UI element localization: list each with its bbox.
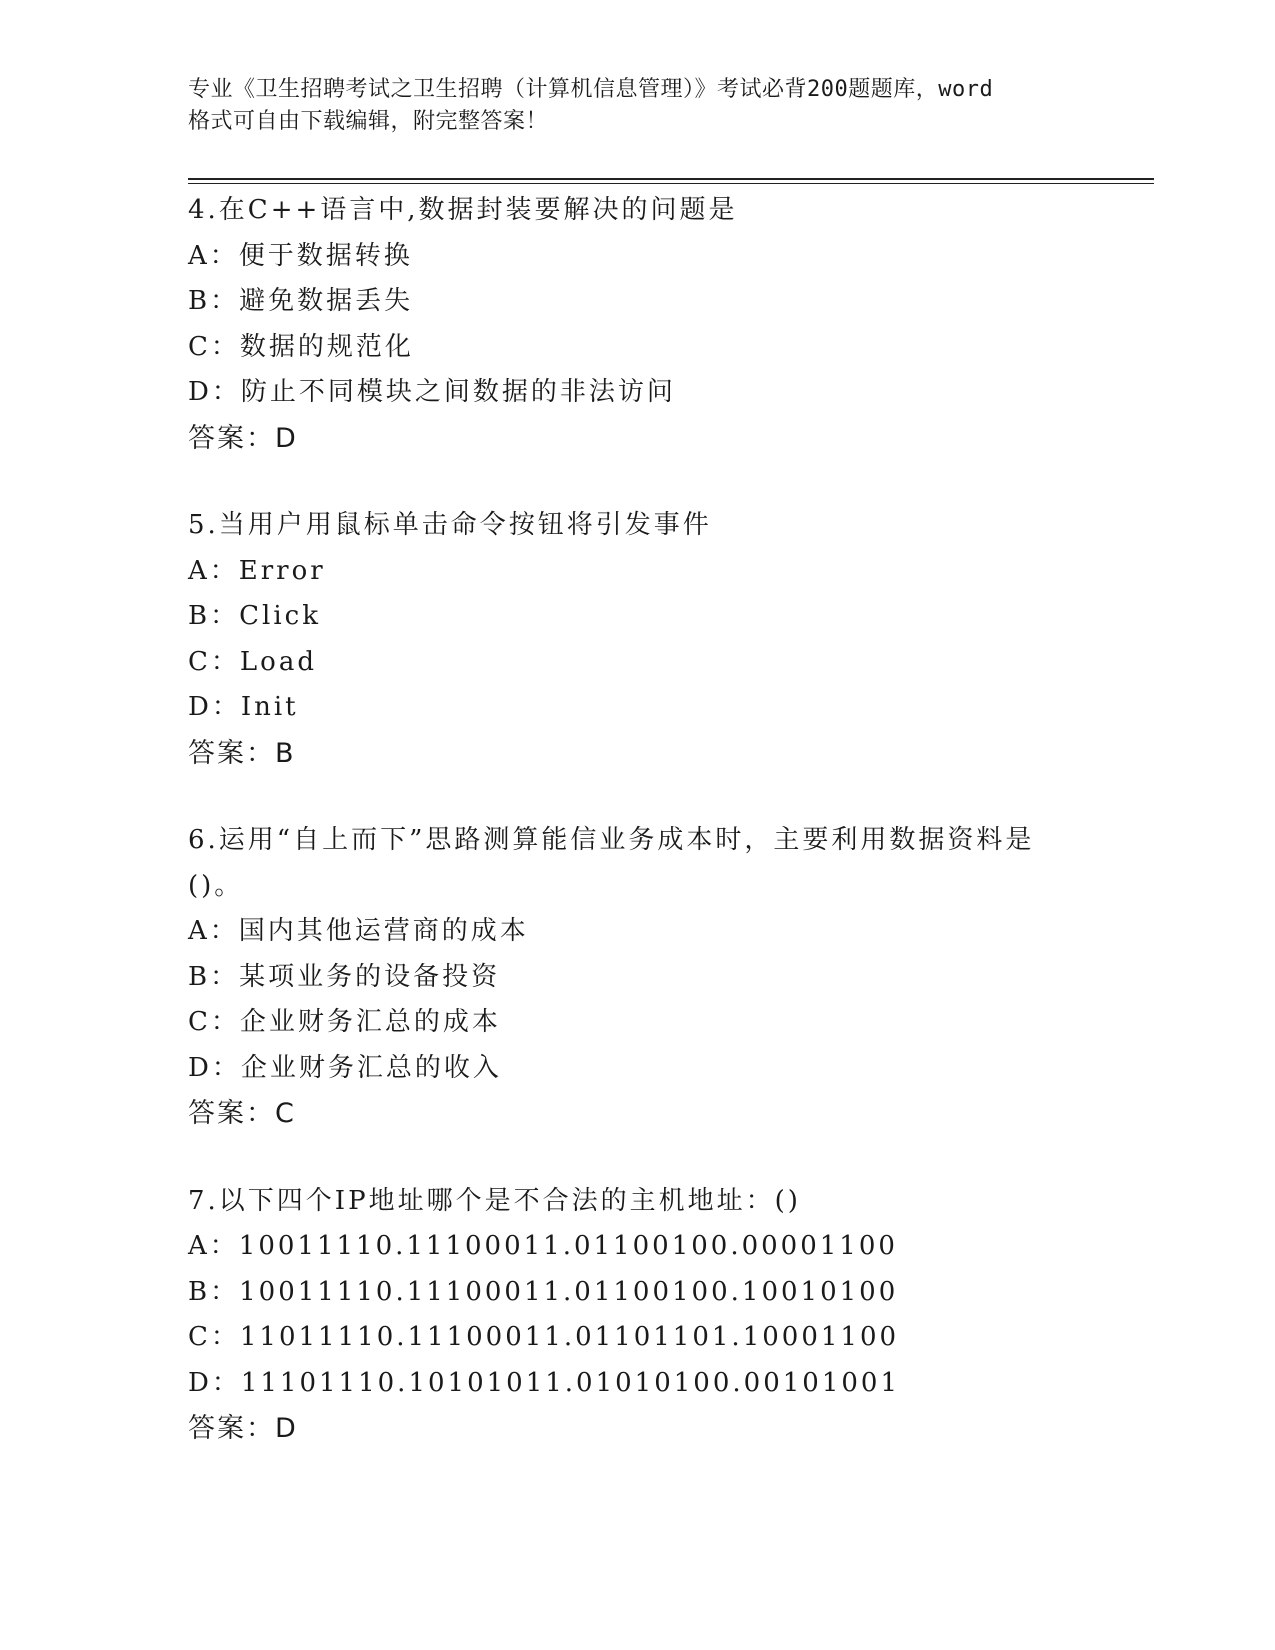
option-d: D：11101110.10101011.01010100.00101001 xyxy=(188,1367,900,1398)
header-line-2: 格式可自由下载编辑，附完整答案！ xyxy=(188,109,549,134)
answer-line: 答案：D xyxy=(188,1413,298,1444)
answer-line: 答案：C xyxy=(188,1098,296,1129)
option-c: C：数据的规范化 xyxy=(188,331,414,362)
question-list xyxy=(188,188,1148,1494)
option-d: D：企业财务汇总的收入 xyxy=(188,1052,502,1083)
question-4 xyxy=(188,188,1148,461)
option-b: B：避免数据丢失 xyxy=(188,286,414,316)
option-c: C：企业财务汇总的成本 xyxy=(188,1007,501,1037)
question-5 xyxy=(188,503,1148,776)
option-a: A：便于数据转换 xyxy=(188,240,413,271)
option-a: A：国内其他运营商的成本 xyxy=(188,916,529,946)
option-b: B：Click xyxy=(188,601,321,631)
option-c: C：Load xyxy=(188,646,317,677)
question-stem: 7.以下四个IP地址哪个是不合法的主机地址：() xyxy=(188,1185,801,1216)
option-d: D：防止不同模块之间数据的非法访问 xyxy=(188,377,676,407)
option-c: C：11011110.11100011.01101101.10001100 xyxy=(188,1322,900,1352)
question-stem: 5.当用户用鼠标单击命令按钮将引发事件 xyxy=(188,510,712,540)
answer-line: 答案：D xyxy=(188,422,298,454)
answer-line: 答案：B xyxy=(188,737,296,769)
question-stem: 6.运用“自上而下”思路测算能信业务成本时，主要利用数据资料是 xyxy=(188,825,1035,855)
header-line-1: 专业《卫生招聘考试之卫生招聘（计算机信息管理）》考试必背200题题库，word xyxy=(188,77,994,102)
option-d: D：Init xyxy=(188,692,299,722)
question-stem-continuation: ()。 xyxy=(188,870,244,901)
document-header xyxy=(188,74,1088,138)
question-6 xyxy=(188,818,1148,1137)
option-a: A：10011110.11100011.01100100.00001100 xyxy=(188,1231,898,1261)
question-7 xyxy=(188,1179,1148,1452)
option-b: B：某项业务的设备投资 xyxy=(188,961,501,992)
header-divider xyxy=(188,178,1154,184)
option-a: A：Error xyxy=(188,555,326,586)
option-b: B：10011110.11100011.01100100.10010100 xyxy=(188,1276,899,1307)
question-stem: 4.在C++语言中,数据封装要解决的问题是 xyxy=(188,195,738,225)
